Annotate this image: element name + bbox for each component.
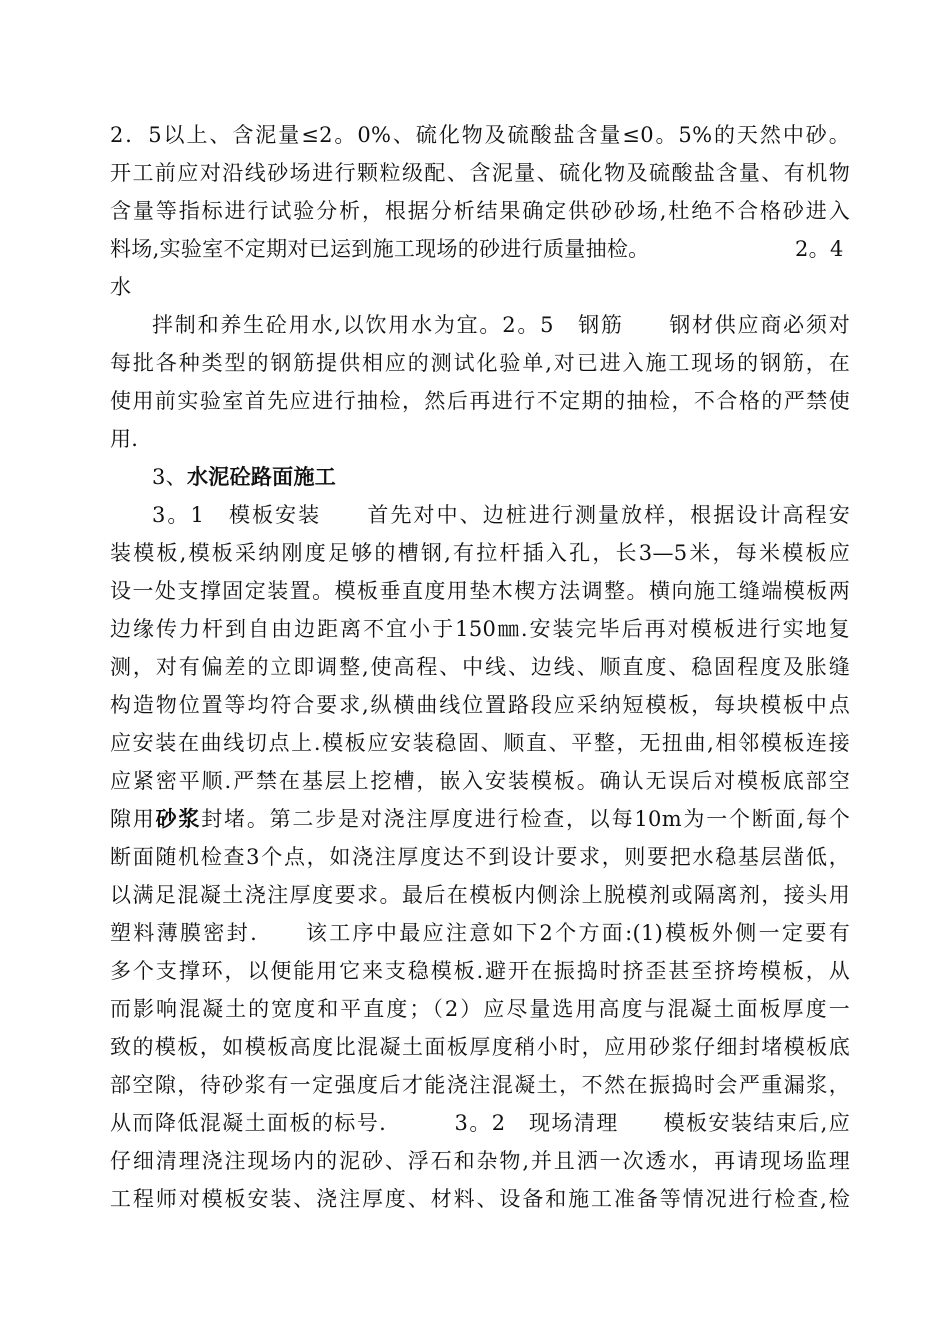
text-line: 每批各种类型的钢筋提供相应的测试化验单,对已进入施工现场的钢筋，在 <box>110 351 850 375</box>
text-line: 开工前应对沿线砂场进行颗粒级配、含泥量、硫化物及硫酸盐含量、有机物 <box>110 161 850 185</box>
text-line: 以满足混凝土浇注厚度要求。最后在模板内侧涂上脱模剂或隔离剂，接头用 <box>110 883 850 907</box>
text-line: 料场,实验室不定期对已运到施工现场的砂进行质量抽检。 <box>110 237 650 261</box>
text-line: 断面随机检查3个点，如浇注厚度达不到设计要求，则要把水稳基层凿低， <box>110 845 850 869</box>
text-line: 多个支撑环，以便能用它来支稳模板.避开在振捣时挤歪甚至挤垮模板，从 <box>110 959 850 983</box>
text-line: 装模板,模板采纳刚度足够的槽钢,有拉杆插入孔，长3—5米，每米模板应 <box>110 541 850 565</box>
text-fragment: 封堵。第二步是对浇注厚度进行检查，以每10m为一个断面,每个 <box>201 807 850 831</box>
text-line-with-emphasis <box>110 802 850 836</box>
text-line: 含量等指标进行试验分析，根据分析结果确定供砂砂场,杜绝不合格砂进入 <box>110 199 850 223</box>
text-line: 致的模板，如模板高度比混凝土面板厚度稍小时，应用砂浆仔细封堵模板底 <box>110 1035 850 1059</box>
emphasis-term: 砂浆 <box>155 806 202 831</box>
text-line: 仔细清理浇注现场内的泥砂、浮石和杂物,并且洒一次透水，再请现场监理 <box>110 1149 850 1173</box>
text-line: 使用前实验室首先应进行抽检，然后再进行不定期的抽检，不合格的严禁使 <box>110 389 850 413</box>
subsection-title: 水 <box>110 275 132 299</box>
text-line: 部空隙，待砂浆有一定强度后才能浇注混凝土，不然在振捣时会严重漏浆， <box>110 1073 850 1097</box>
text-line: 而影响混凝土的宽度和平直度；（2）应尽量选用高度与混凝土面板厚度一 <box>110 997 850 1021</box>
text-fragment: 隙用 <box>110 807 156 831</box>
text-line: 构造物位置等均符合要求,纵横曲线位置路段应采纳短模板，每块模板中点 <box>110 693 850 717</box>
text-line: 边缘传力杆到自由边距离不宜小于150㎜.安装完毕后再对模板进行实地复 <box>110 617 850 641</box>
text-line: 应安装在曲线切点上.模板应安装稳固、顺直、平整，无扭曲,相邻模板连接 <box>110 731 850 755</box>
text-line: 从而降低混凝土面板的标号. 3。2 现场清理 模板安装结束后,应 <box>110 1111 850 1135</box>
text-line: 用. <box>110 427 139 451</box>
text-line: 塑料薄膜密封. 该工序中最应注意如下2个方面:(1)模板外侧一定要有 <box>110 921 850 945</box>
section-heading <box>152 460 336 494</box>
section-number: 2。4 <box>795 237 844 261</box>
text-line: 工程师对模板安装、浇注厚度、材料、设备和施工准备等情况进行检查,检 <box>110 1187 850 1211</box>
section-heading-title: 水泥砼路面施工 <box>186 464 337 489</box>
text-line: 2．5以上、含泥量≤2。0%、硫化物及硫酸盐含量≤0。5%的天然中砂。 <box>110 123 850 147</box>
text-line: 3。1 模板安装 首先对中、边桩进行测量放样，根据设计高程安 <box>152 503 850 527</box>
text-line: 测，对有偏差的立即调整,使高程、中线、边线、顺直度、稳固程度及胀缝 <box>110 655 850 679</box>
text-line: 拌制和养生砼用水,以饮用水为宜。2。5 钢筋 钢材供应商必须对 <box>152 313 850 337</box>
text-line: 应紧密平顺.严禁在基层上挖槽，嵌入安装模板。确认无误后对模板底部空 <box>110 769 850 793</box>
section-heading-number: 3、 <box>152 465 187 489</box>
text-line: 设一处支撑固定装置。模板垂直度用垫木楔方法调整。横向施工缝端模板两 <box>110 579 850 603</box>
